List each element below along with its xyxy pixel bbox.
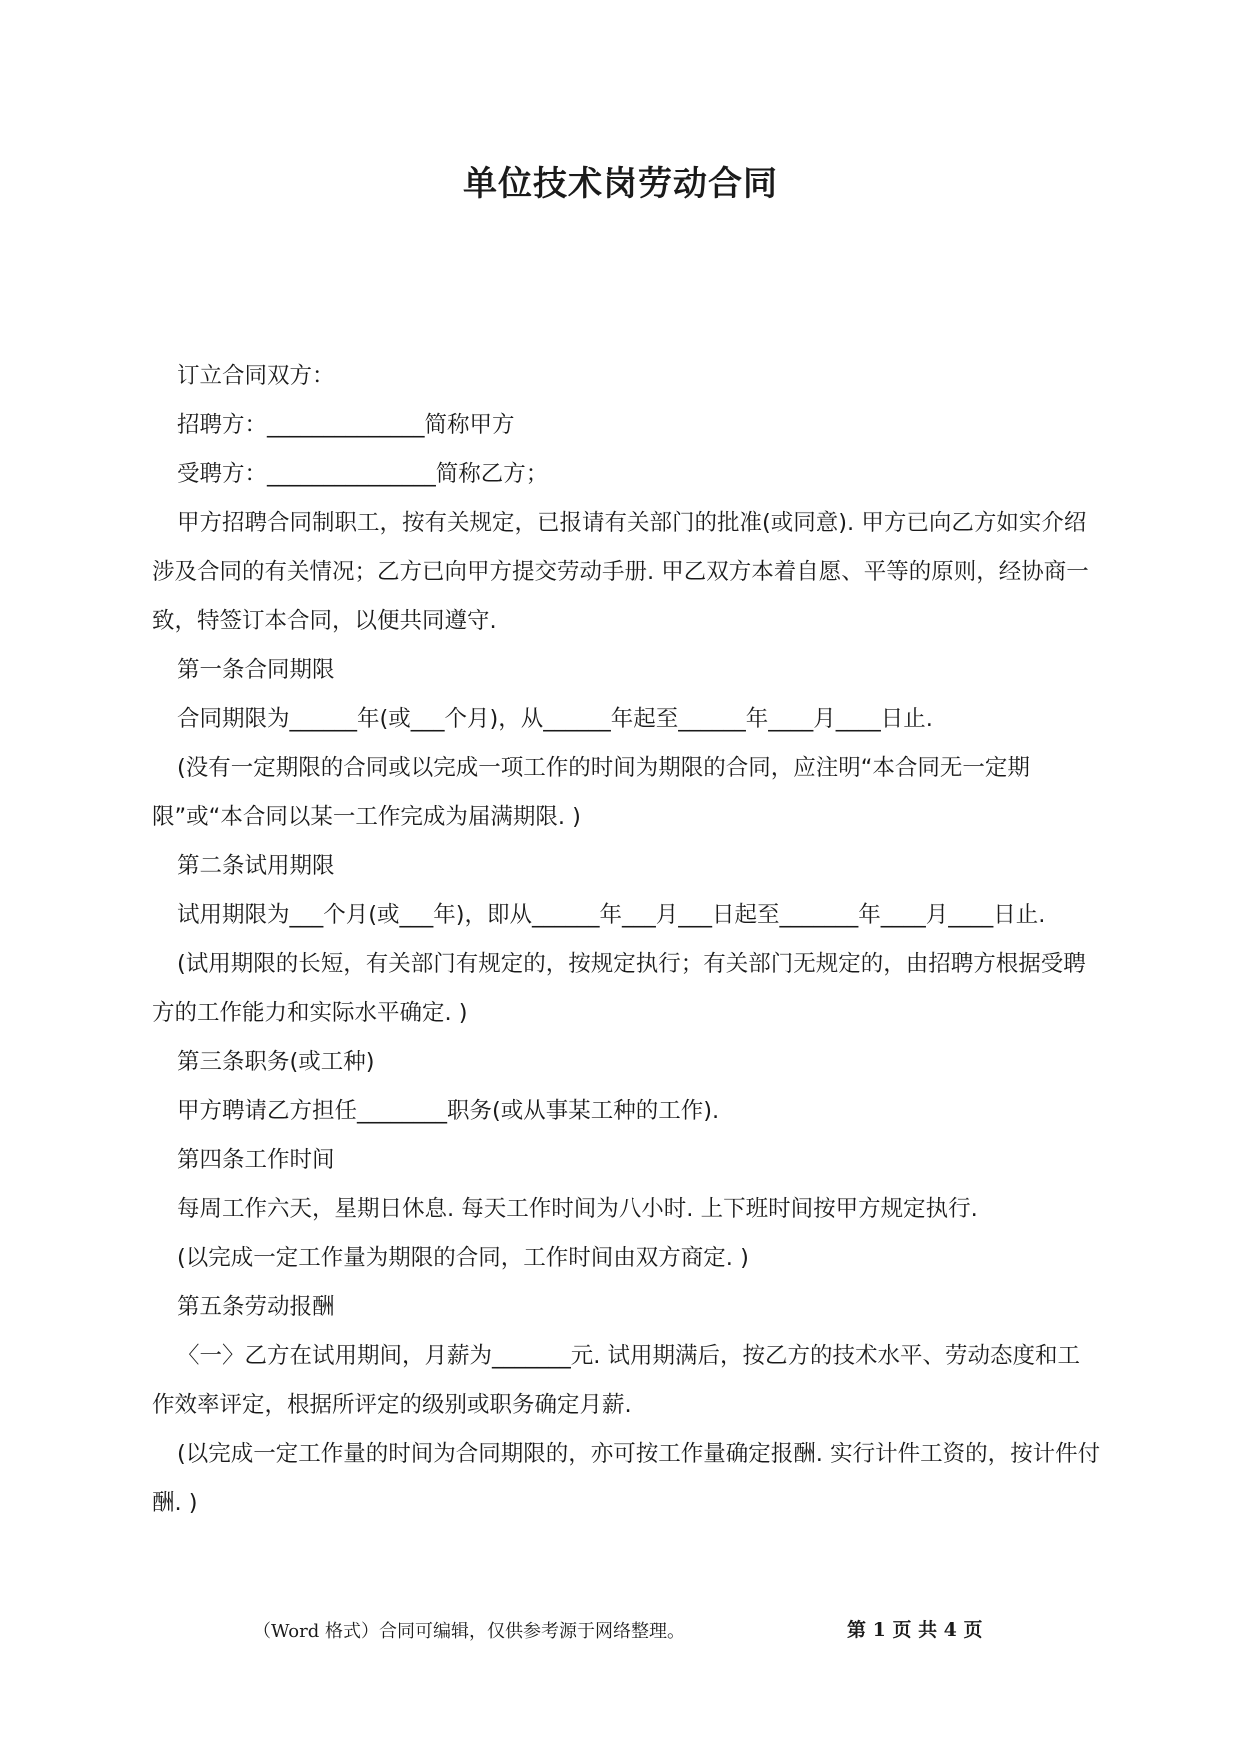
paragraph-employee: 受聘方：_______________简称乙方； bbox=[177, 461, 549, 487]
article-3-position: 甲方聘请乙方担任________职务(或从事某工种的工作). bbox=[177, 1098, 720, 1124]
article-2-note: (试用期限的长短，有关部门有规定的，按规定执行；有关部门无规定的，由招聘方根据受聘方的工作能力和实际水平确定. ) bbox=[152, 951, 1086, 1026]
paragraph-employer: 招聘方：______________简称甲方 bbox=[177, 412, 515, 438]
article-4-note: (以完成一定工作量为期限的合同，工作时间由双方商定. ) bbox=[177, 1245, 749, 1271]
footer-note: （Word 格式）合同可编辑，仅供参考源于网络整理。 bbox=[253, 1621, 685, 1642]
paragraph-preamble: 甲方招聘合同制职工，按有关规定，已报请有关部门的批准(或同意). 甲方已向乙方如实介绍涉及合同的有关情况；乙方已向甲方提交劳动手册. 甲乙双方本着自愿、平等的原则，经协商一致，特签订本合同，以便共同遵守. bbox=[152, 510, 1089, 634]
page-number: 第 1 页 共 4 页 bbox=[847, 1619, 983, 1641]
article-4-heading: 第四条工作时间 bbox=[177, 1147, 335, 1173]
article-4-hours: 每周工作六天，星期日休息. 每天工作时间为八小时. 上下班时间按甲方规定执行. bbox=[177, 1196, 978, 1222]
article-5-heading: 第五条劳动报酬 bbox=[177, 1294, 335, 1320]
document-body bbox=[152, 352, 1102, 1528]
article-1-heading: 第一条合同期限 bbox=[177, 657, 335, 683]
article-5-note: (以完成一定工作量的时间为合同期限的，亦可按工作量确定报酬. 实行计件工资的，按计件付酬. ) bbox=[152, 1441, 1101, 1516]
article-2-heading: 第二条试用期限 bbox=[177, 853, 335, 879]
document-title: 单位技术岗劳动合同 bbox=[463, 164, 778, 204]
article-2-term: 试用期限为___个月(或___年)，即从______年___月___日起至_______年____月____日止. bbox=[177, 902, 1046, 928]
article-3-heading: 第三条职务(或工种) bbox=[177, 1049, 375, 1075]
article-5-salary: 〈一〉乙方在试用期间，月薪为_______元. 试用期满后，按乙方的技术水平、劳动态度和工作效率评定，根据所评定的级别或职务确定月薪. bbox=[152, 1343, 1081, 1418]
article-1-term: 合同期限为______年(或___个月)，从______年起至______年____月____日止. bbox=[177, 706, 933, 732]
paragraph-parties: 订立合同双方： bbox=[177, 363, 335, 389]
article-1-note: (没有一定期限的合同或以完成一项工作的时间为期限的合同，应注明“本合同无一定期限”或“本合同以某一工作完成为届满期限. ) bbox=[152, 755, 1030, 830]
